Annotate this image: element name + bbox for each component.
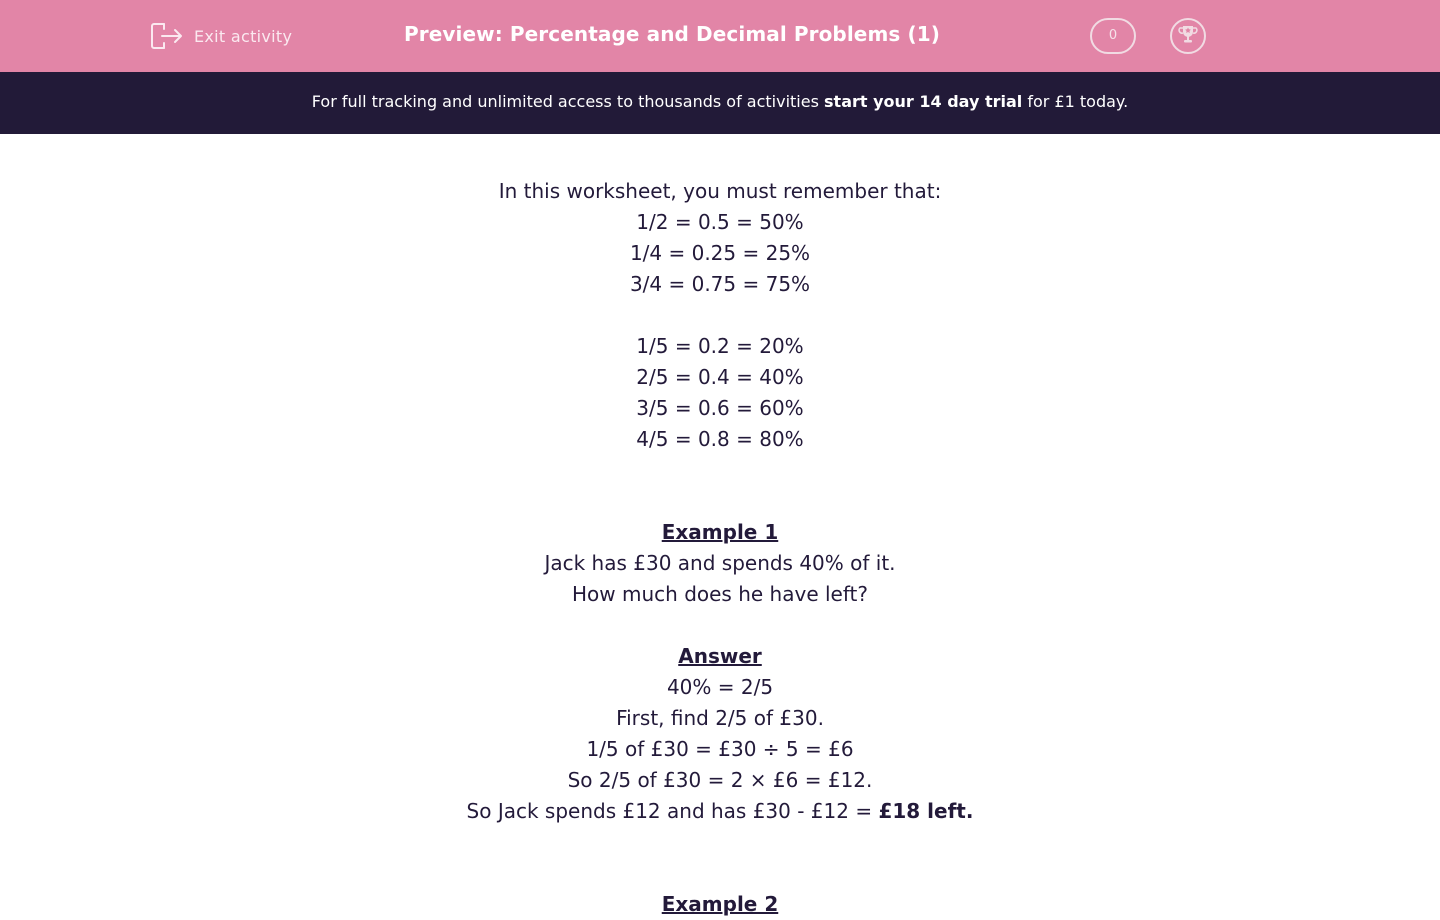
trial-banner bbox=[0, 72, 1440, 134]
final-answer-bold: £18 left. bbox=[878, 799, 974, 823]
answer-step: So 2/5 of £30 = 2 × £6 = £12. bbox=[567, 768, 873, 792]
question-line: Jack has £30 and spends 40% of it. bbox=[544, 551, 896, 575]
intro-text: In this worksheet, you must remember that: bbox=[498, 179, 942, 203]
banner-text-end: for £1 today. bbox=[1022, 92, 1129, 111]
fact-line: 1/2 = 0.5 = 50% bbox=[636, 210, 804, 234]
fact-line: 2/5 = 0.4 = 40% bbox=[636, 365, 804, 389]
answer-step: 40% = 2/5 bbox=[666, 675, 774, 699]
exit-activity-label: Exit activity bbox=[194, 26, 293, 46]
top-bar bbox=[0, 0, 1440, 72]
worksheet-content bbox=[0, 176, 1440, 920]
final-answer-text: So Jack spends £12 and has £30 - £12 = bbox=[466, 799, 879, 823]
page-title: Preview: Percentage and Decimal Problems (1) bbox=[404, 22, 940, 46]
score-badge: 0 bbox=[1090, 18, 1136, 54]
final-answer bbox=[0, 796, 1440, 827]
trial-link[interactable]: start your 14 day trial bbox=[824, 92, 1023, 111]
banner-text: For full tracking and unlimited access to thousands of activities bbox=[311, 92, 825, 111]
answer-heading: Answer bbox=[678, 644, 762, 668]
fact-line: 1/5 = 0.2 = 20% bbox=[636, 334, 804, 358]
answer-step: 1/5 of £30 = £30 ÷ 5 = £6 bbox=[586, 737, 854, 761]
fact-line: 3/4 = 0.75 = 75% bbox=[629, 272, 811, 296]
example-1-heading: Example 1 bbox=[661, 520, 779, 544]
question-line: How much does he have left? bbox=[572, 582, 868, 606]
answer-step: First, find 2/5 of £30. bbox=[616, 706, 824, 730]
example-2-heading: Example 2 bbox=[661, 892, 779, 916]
fact-line: 4/5 = 0.8 = 80% bbox=[636, 427, 804, 451]
fact-line: 1/4 = 0.25 = 25% bbox=[629, 241, 811, 265]
trophy-icon bbox=[1177, 23, 1199, 49]
fact-line: 3/5 = 0.6 = 60% bbox=[636, 396, 804, 420]
trophy-button[interactable] bbox=[1170, 18, 1206, 54]
